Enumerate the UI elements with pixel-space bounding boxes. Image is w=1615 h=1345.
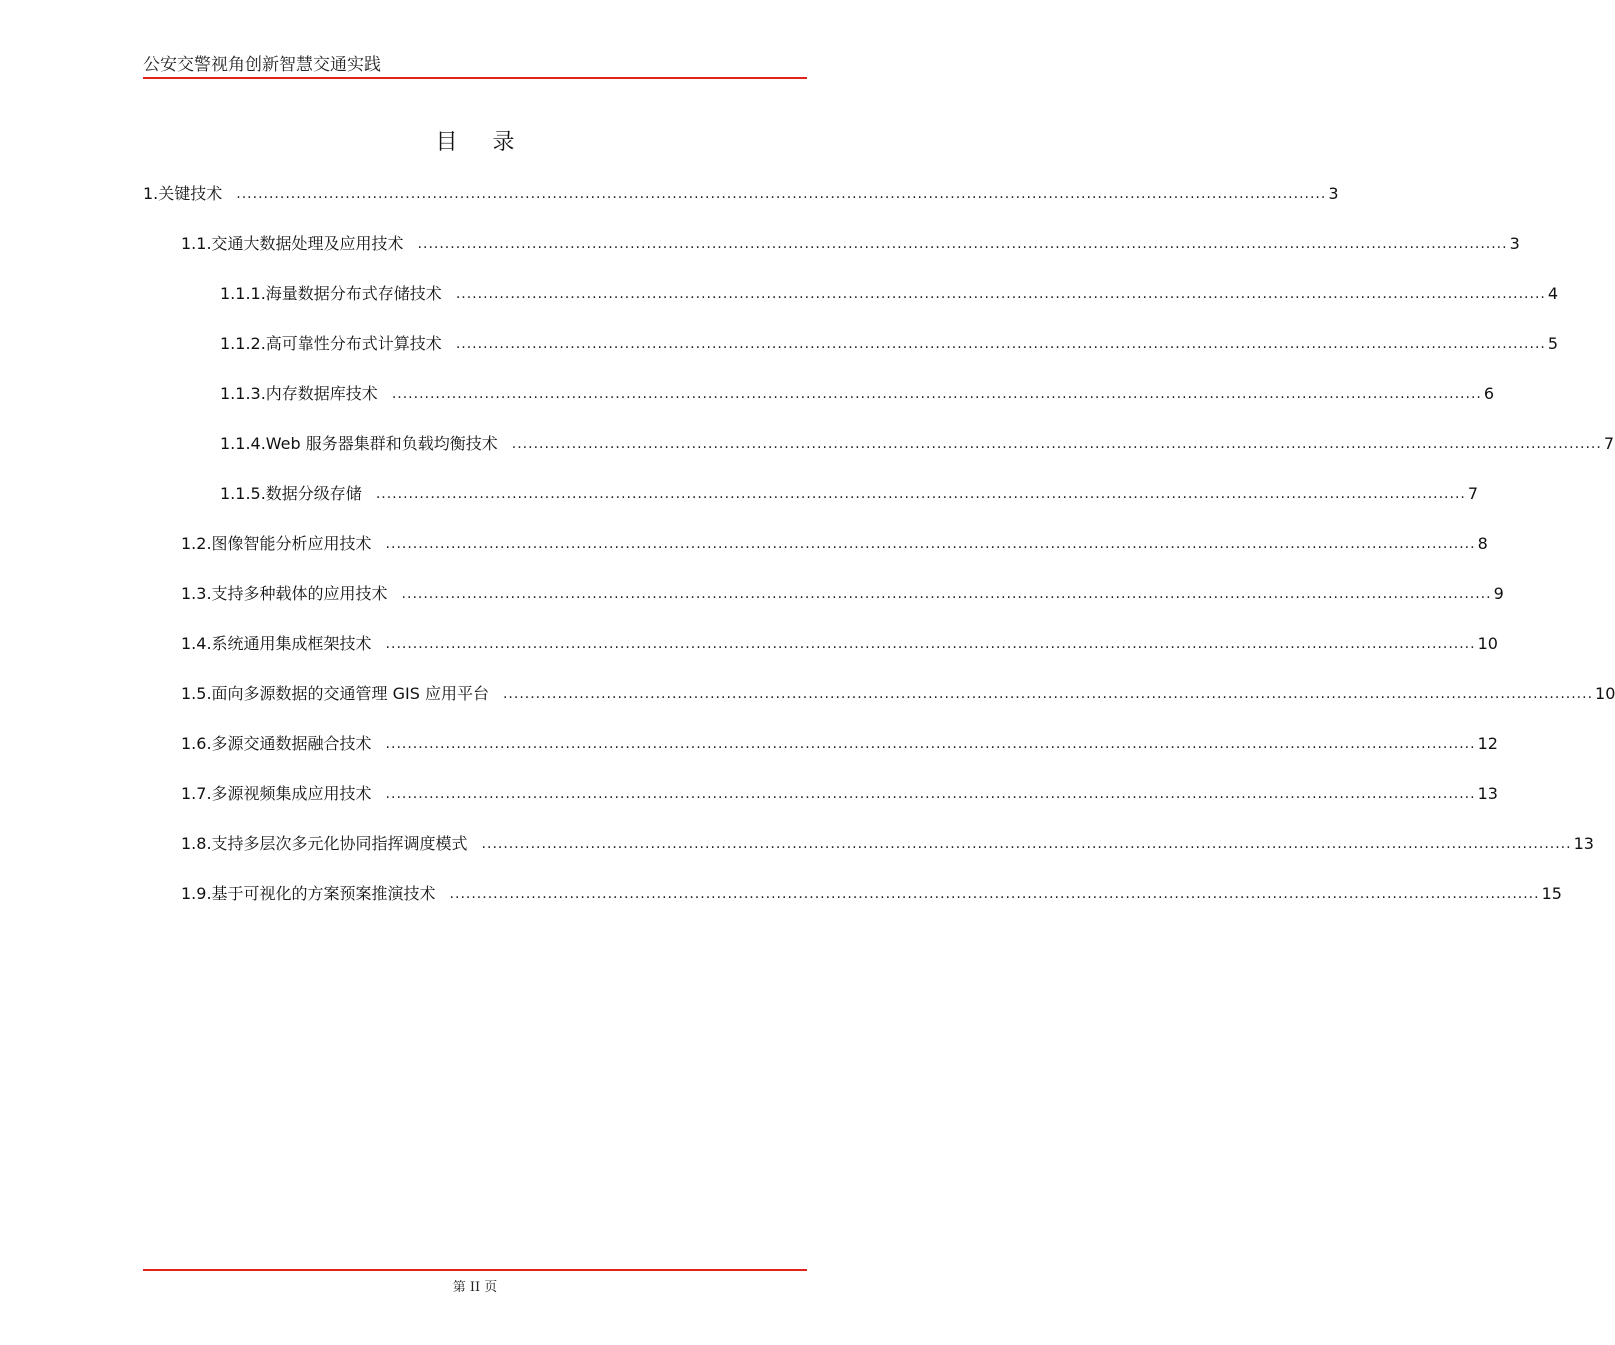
toc-entry-page: 15 — [1541, 884, 1562, 903]
toc-entry[interactable] — [181, 532, 1488, 554]
toc-entry-title: 关键技术 — [158, 184, 223, 203]
toc-leader-dots: ........................................................................................................................................................................................................ — [449, 886, 1540, 902]
toc-entry-title: 面向多源数据的交通管理 GIS 应用平台 — [211, 684, 489, 703]
toc-entry-page: 4 — [1547, 284, 1559, 303]
toc-entry-number: 1.1.3. — [220, 384, 266, 403]
toc-leader-dots: ........................................................................................................................................................................................................ — [481, 836, 1572, 852]
toc-entry-page: 10 — [1477, 634, 1498, 653]
toc-entry-title: 基于可视化的方案预案推演技术 — [211, 884, 436, 903]
toc-entry-title: 多源视频集成应用技术 — [211, 784, 372, 803]
toc-entry-title: 高可靠性分布式计算技术 — [265, 334, 442, 353]
toc-entry-number: 1.1.1. — [220, 284, 266, 303]
toc-leader-dots: ........................................................................................................................................................................................................ — [385, 736, 1476, 752]
toc-leader-dots: ........................................................................................................................................................................................................ — [417, 236, 1508, 252]
toc-leader-dots: ........................................................................................................................................................................................................ — [511, 436, 1602, 452]
toc-entry-number: 1.1. — [181, 234, 212, 253]
toc-title: 目 录 — [435, 130, 529, 155]
toc-entry-title: 支持多种载体的应用技术 — [211, 584, 388, 603]
toc-entry[interactable] — [181, 732, 1498, 754]
toc-entry-title: 系统通用集成框架技术 — [211, 634, 372, 653]
toc-entry-number: 1.4. — [181, 634, 212, 653]
toc-leader-dots: ........................................................................................................................................................................................................ — [391, 386, 1482, 402]
toc-entry-number: 1. — [143, 184, 159, 203]
toc-entry-title: 图像智能分析应用技术 — [211, 534, 372, 553]
toc-entry[interactable] — [181, 782, 1498, 804]
toc-entry-number: 1.8. — [181, 834, 212, 853]
toc-entry-number: 1.3. — [181, 584, 212, 603]
toc-leader-dots: ........................................................................................................................................................................................................ — [236, 186, 1327, 202]
toc-leader-dots: ........................................................................................................................................................................................................ — [401, 586, 1492, 602]
toc-entry-page: 5 — [1547, 334, 1559, 353]
toc-leader-dots: ........................................................................................................................................................................................................ — [385, 786, 1476, 802]
toc-entry[interactable] — [220, 382, 1495, 404]
toc-entry[interactable] — [220, 332, 1559, 354]
page-number: 第 II 页 — [452, 1280, 498, 1295]
toc-entry-page: 7 — [1603, 434, 1615, 453]
toc-entry-title: 内存数据库技术 — [265, 384, 378, 403]
toc-entry[interactable] — [181, 832, 1594, 854]
running-header: 公安交警视角创新智慧交通实践 — [143, 55, 381, 75]
toc-entry-page: 7 — [1467, 484, 1479, 503]
footer-rule — [143, 1269, 807, 1271]
toc-entry-number: 1.9. — [181, 884, 212, 903]
toc-entry-page: 10 — [1595, 684, 1615, 703]
toc-entry-number: 1.6. — [181, 734, 212, 753]
toc-leader-dots: ........................................................................................................................................................................................................ — [375, 486, 1466, 502]
toc-entry-page: 3 — [1328, 184, 1339, 203]
toc-entry-title: 交通大数据处理及应用技术 — [211, 234, 404, 253]
toc-entry-page: 12 — [1477, 734, 1498, 753]
toc-entry[interactable] — [220, 482, 1479, 504]
toc-leader-dots: ........................................................................................................................................................................................................ — [455, 286, 1546, 302]
toc-entry-number: 1.1.2. — [220, 334, 266, 353]
toc-leader-dots: ........................................................................................................................................................................................................ — [385, 636, 1476, 652]
toc-entry-page: 13 — [1573, 834, 1594, 853]
toc-entry[interactable] — [220, 282, 1559, 304]
toc-entry[interactable] — [220, 432, 1615, 454]
toc-entry-number: 1.2. — [181, 534, 212, 553]
toc-entry-title: 海量数据分布式存储技术 — [265, 284, 442, 303]
toc-entry-page: 9 — [1493, 584, 1504, 603]
toc-entry-number: 1.7. — [181, 784, 212, 803]
toc-entry-page: 13 — [1477, 784, 1498, 803]
header-rule — [143, 77, 807, 79]
toc-entry-number: 1.1.5. — [220, 484, 266, 503]
toc-entry[interactable] — [181, 882, 1562, 904]
toc-entry[interactable] — [181, 682, 1615, 704]
toc-entry-title: 数据分级存储 — [265, 484, 362, 503]
toc-leader-dots: ........................................................................................................................................................................................................ — [385, 536, 1476, 552]
toc-leader-dots: ........................................................................................................................................................................................................ — [455, 336, 1546, 352]
toc-entry[interactable] — [143, 182, 1339, 204]
toc-entry-title: 多源交通数据融合技术 — [211, 734, 372, 753]
toc-entry-number: 1.5. — [181, 684, 212, 703]
toc-entry-title: Web 服务器集群和负载均衡技术 — [265, 434, 498, 453]
toc-entry-title: 支持多层次多元化协同指挥调度模式 — [211, 834, 468, 853]
toc-entry[interactable] — [181, 582, 1504, 604]
toc-entry[interactable] — [181, 232, 1520, 254]
toc-entry-number: 1.1.4. — [220, 434, 266, 453]
toc-entry[interactable] — [181, 632, 1498, 654]
toc-entry-page: 3 — [1509, 234, 1520, 253]
toc-entry-page: 6 — [1483, 384, 1495, 403]
toc-leader-dots: ........................................................................................................................................................................................................ — [502, 686, 1594, 702]
toc-entry-page: 8 — [1477, 534, 1488, 553]
